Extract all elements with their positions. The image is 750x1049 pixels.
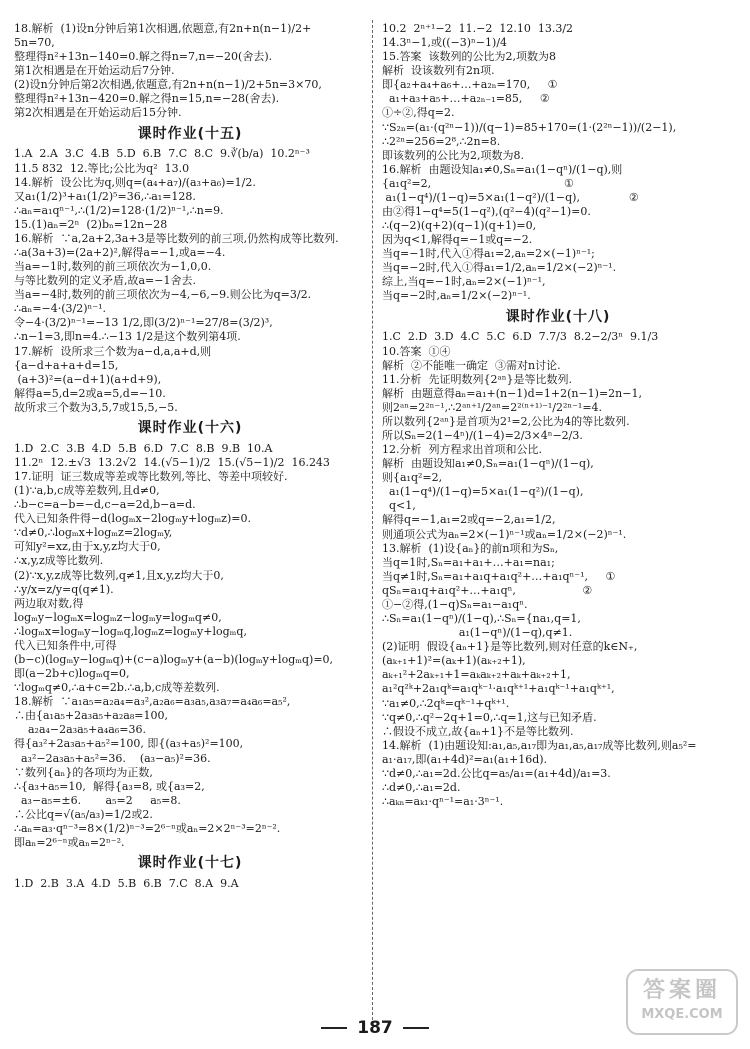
answer-line: ∵logₘq≠0,∴a+c=2b.∴a,b,c成等差数列. <box>14 681 220 695</box>
section-heading: 课时作业(十八) <box>505 308 611 325</box>
answer-line: 当q=−2时,aₙ=1/2×(−2)ⁿ⁻¹. <box>382 289 531 303</box>
answer-line: 14.解析 (1)由题设知:a₁,a₅,a₁₇即为a₁,a₅,a₁₇成等比数列,则a₅²= <box>382 738 697 752</box>
answer-line: 故所求三个数为3,5,7或15,5,−5. <box>14 400 178 414</box>
answer-line: ∴aₙ=−4·(3/2)ⁿ⁻¹. <box>14 302 107 316</box>
answer-line: 15.答案 该数列的公比为2,项数为8 <box>382 50 556 64</box>
answer-line: 10.答案 ①④ <box>382 344 451 358</box>
answer-line: ∵S₂ₙ=(a₁·(q²ⁿ−1))/(q−1)=85+170=(1·(2²ⁿ−1))/(2−1), <box>382 120 677 134</box>
answer-line: 13.解析 (1)设{aₙ}的前n项和为Sₙ, <box>382 541 559 555</box>
answer-line: 即aₙ=2⁶⁻ⁿ或aₙ=2ⁿ⁻². <box>14 836 125 850</box>
answer-line: ∴{a₃+a₅=10, 解得{a₃=8, 或{a₃=2, <box>14 779 205 793</box>
answer-line: a₁(1−q⁴)/(1−q)=5×a₁(1−q²)/(1−q), <box>382 485 584 499</box>
answer-line: 当q=1时,Sₙ=a₁+a₁+…+a₁=na₁; <box>382 555 555 569</box>
answer-line: 又a₁(1/2)³+a₁(1/2)⁵=36,∴a₁=128. <box>14 189 196 203</box>
answer-line: 当a=−4时,数列的前三项依次为−4,−6,−9.则公比为q=3/2. <box>14 288 312 302</box>
answer-line: 14.3ⁿ−1,或((−3)ⁿ−1)/4 <box>382 36 508 50</box>
answer-line: 10.2 2ⁿ⁺¹−2 11.−2 12.10 13.3/2 <box>382 22 574 35</box>
answer-line: 11.5 832 12.等比;公比为q² 13.0 <box>14 161 190 175</box>
answer-line: {a−d+a+a+d=15, <box>14 358 119 372</box>
answer-line: (2)证明 假设{aₙ+1}是等比数列,则对任意的k∈N₊, <box>382 640 638 654</box>
left-column <box>14 22 366 891</box>
answer-line: ∴(q−2)(q+2)(q−1)(q+1)=0, <box>382 219 537 233</box>
answer-line: 14.解析 设公比为q,则q=(a₄+a₇)/(a₃+a₆)=1/2. <box>14 175 256 189</box>
answer-line: 可知y²=xz,由于x,y,z均大于0, <box>14 540 161 554</box>
answer-line: 解析 ②不能唯一确定 ③需对n讨论. <box>382 358 561 372</box>
answer-line: 当a=−1时,数列的前三项依次为−1,0,0. <box>14 260 212 274</box>
answer-line: 则{a₁q²=2, <box>382 471 443 485</box>
answer-line: 18.解析 (1)设n分钟后第1次相遇,依题意,有2n+n(n−1)/2+ <box>14 22 312 35</box>
answer-line: (a+3)²=(a−d+1)(a+d+9), <box>14 372 162 386</box>
answer-line: q<1, <box>382 499 416 513</box>
answer-line: 1.A 2.A 3.C 4.B 5.D 6.B 7.C 8.C 9.∛(b/a) 10.2ⁿ⁻³ <box>14 147 310 161</box>
answer-line: {a₁q²=2, ① <box>382 176 574 190</box>
answer-line: 解析 由题设知a₁≠0,Sₙ=a₁(1−qⁿ)/(1−q), <box>382 457 594 471</box>
answer-line: ∴2²ⁿ=256=2⁸,∴2n=8. <box>382 134 501 148</box>
answer-line: 即该数列的公比为2,项数为8. <box>382 148 524 162</box>
answer-line: 16.解析 ∵a,2a+2,3a+3是等比数列的前三项,仍然构成等比数列. <box>14 231 339 245</box>
watermark-text-top: 答案圈 <box>642 978 721 1003</box>
answer-line: 第2次相遇是在开始运动后15分钟. <box>14 106 182 120</box>
answer-line: ∴Sₙ=a₁(1−qⁿ)/(1−q),∴Sₙ={na₁,q=1, <box>382 612 581 626</box>
answer-line: 解得q=−1,a₁=2或q=−2,a₁=1/2, <box>382 513 556 527</box>
answer-line: ∴n−1=3,即n=4.∴−13 1/2是这个数列第4项. <box>14 330 241 344</box>
answer-line: 两边取对数,得 <box>14 596 84 610</box>
answer-line: 所以数列{2ᵃⁿ}是首项为2¹=2,公比为4的等比数列. <box>382 414 630 428</box>
answer-line: 17.解析 设所求三个数为a−d,a,a+d,则 <box>14 344 212 358</box>
answer-line: a₁(1−qⁿ)/(1−q),q≠1. <box>382 626 573 640</box>
footer-rule-left <box>321 1027 347 1029</box>
answer-line: ∴假设不成立,故{aₙ+1}不是等比数列. <box>382 724 574 738</box>
answer-line: a₃−a₅=±6. a₅=2 a₅=8. <box>14 793 181 807</box>
answer-line: 得{a₃²+2a₃a₅+a₅²=100, 即{(a₃+a₅)²=100, <box>14 737 244 751</box>
answer-line: 当q=−2时,代入①得a₁=1/2,aₙ=1/2×(−2)ⁿ⁻¹. <box>382 261 617 275</box>
answer-line: 与等比数列的定义矛盾,故a=−1舍去. <box>14 274 196 288</box>
answer-line: qSₙ=a₁q+a₁q²+…+a₁qⁿ, ② <box>382 583 593 597</box>
answer-line: (2)∵x,y,z成等比数列,q≠1,且x,y,z均大于0, <box>14 568 224 582</box>
answer-line: 整理得n²+13n−140=0.解之得n=7,n=−20(舍去). <box>14 50 273 64</box>
answer-line: a₁(1−q⁴)/(1−q)=5×a₁(1−q²)/(1−q), ② <box>382 190 639 204</box>
answer-line: ∴由{a₁a₅+2a₃a₅+a₂a₈=100, <box>14 709 168 723</box>
answer-line: 当q≠1时,Sₙ=a₁+a₁q+a₁q²+…+a₁qⁿ⁻¹, ① <box>382 569 616 583</box>
answer-line: 1.D 2.B 3.A 4.D 5.B 6.B 7.C 8.A 9.A <box>14 877 239 891</box>
answer-line: a₁+a₃+a₅+…+a₂ₙ₋₁=85, ② <box>382 92 550 106</box>
answer-line: 18.解析 ∵a₁a₅=a₂a₄=a₃²,a₂a₆=a₃a₅,a₃a₇=a₄a₆=a₅², <box>14 695 291 709</box>
answer-line: ∴y/x=z/y=q(q≠1). <box>14 582 114 596</box>
answer-line: 第1次相遇是在开始运动后7分钟. <box>14 64 175 78</box>
watermark-logo <box>626 969 738 1035</box>
answer-line: ∴公比q=√(a₅/a₃)=1/2或2. <box>14 807 153 821</box>
answer-line: ∵数列{aₙ}的各项均为正数, <box>14 765 153 779</box>
answer-line: 整理得n²+13n−420=0.解之得n=15,n=−28(舍去). <box>14 92 280 106</box>
answer-line: 16.解析 由题设知a₁≠0,Sₙ=a₁(1−qⁿ)/(1−q),则 <box>382 162 623 176</box>
answer-line: 代入已知条件得−d(logₘx−2logₘy+logₘz)=0. <box>14 512 251 526</box>
section-heading: 课时作业(十七) <box>137 855 243 872</box>
answer-line: 11.分析 先证明数列{2ᵃⁿ}是等比数列. <box>382 372 572 386</box>
footer-rule-right <box>403 1027 429 1029</box>
answer-line: 解析 由题意得aₙ=a₁+(n−1)d=1+2(n−1)=2n−1, <box>382 386 642 400</box>
answer-line: 5n=70, <box>14 36 55 50</box>
section-heading: 课时作业(十五) <box>137 125 243 142</box>
answer-line: ①−②得,(1−q)Sₙ=a₁−a₁qⁿ. <box>382 597 528 611</box>
answer-line: 当q=−1时,代入①得a₁=2,aₙ=2×(−1)ⁿ⁻¹; <box>382 247 595 261</box>
answer-line: a₁·a₁₇,即(a₁+4d)²=a₁(a₁+16d). <box>382 752 548 766</box>
answer-line: 由②得1−q⁴=5(1−q²),(q²−4)(q²−1)=0. <box>382 205 591 219</box>
answer-line: (b−c)(logₘy−logₘq)+(c−a)logₘy+(a−b)(logₘy+logₘq)=0, <box>14 653 334 667</box>
answer-line: ∴b−c=a−b=−d,c−a=2d,b−a=d. <box>14 498 196 512</box>
answer-line: 因为q<1,解得q=−1或q=−2. <box>382 233 533 247</box>
right-column <box>382 22 734 809</box>
answer-line: ∴a(3a+3)=(2a+2)²,解得a=−1,或a=−4. <box>14 246 226 259</box>
answer-line: ①÷②,得q=2. <box>382 106 455 120</box>
answer-line: ∴d≠0,∴a₁=2d. <box>382 780 461 794</box>
answer-line: (2)设n分钟后第2次相遇,依题意,有2n+n(n−1)/2+5n=3×70, <box>14 78 322 92</box>
answer-line: 即{a₂+a₄+a₆+…+a₂ₙ=170, ① <box>382 78 558 92</box>
answer-line: ∴aₙ=a₃·qⁿ⁻³=8×(1/2)ⁿ⁻³=2⁶⁻ⁿ或aₙ=2×2ⁿ⁻³=2ⁿ⁻². <box>14 821 281 835</box>
answer-line: ∵d≠0,∴logₘx+logₘz=2logₘy, <box>14 526 173 540</box>
section-heading: 课时作业(十六) <box>137 419 243 436</box>
answer-line: 所以Sₙ=2(1−4ⁿ)/(1−4)=2/3×4ⁿ−2/3. <box>382 429 583 443</box>
answer-line: a₁²q²ᵏ+2a₁qᵏ=a₁qᵏ⁻¹·a₁qᵏ⁺¹+a₁qᵏ⁻¹+a₁qᵏ⁺¹, <box>382 682 615 696</box>
answer-line: ∴aₖₙ=aₖ₁·qⁿ⁻¹=a₁·3ⁿ⁻¹. <box>382 795 504 809</box>
answer-line: ∵q≠0,∴q²−2q+1=0,∴q=1,这与已知矛盾. <box>382 710 597 724</box>
answer-line: (1)∵a,b,c成等差数列,且d≠0, <box>14 484 160 498</box>
answer-line: 令−4·(3/2)ⁿ⁻¹=−13 1/2,即(3/2)ⁿ⁻¹=27/8=(3/2)³, <box>14 316 273 330</box>
watermark-text-bottom: MXQE.COM <box>641 1007 723 1023</box>
answer-line: 12.分析 列方程求出首项和公比. <box>382 443 542 457</box>
answer-line: 解析 设该数列有2n项. <box>382 64 495 78</box>
answer-line: 15.(1)aₙ=2ⁿ (2)bₙ=12n−28 <box>14 217 168 231</box>
answer-line: ∴logₘx=logₘy−logₘq,logₘz=logₘy+logₘq, <box>14 624 247 638</box>
answer-line: 11.2ⁿ 12.±√3 13.2√2 14.(√5−1)/2 15.(√5−1)/2 16.243 <box>14 455 330 469</box>
answer-line: ∵d≠0,∴a₁=2d.公比q=a₅/a₁=(a₁+4d)/a₁=3. <box>382 766 611 780</box>
answer-line: ∴aₙ=a₁qⁿ⁻¹,∴(1/2)=128·(1/2)ⁿ⁻¹,∴n=9. <box>14 203 224 217</box>
answer-line: a₂a₄−2a₃a₅+a₄a₆=36. <box>14 723 146 737</box>
answer-line: 1.D 2.C 3.B 4.D 5.B 6.D 7.C 8.B 9.B 10.A <box>14 441 273 455</box>
answer-line: logₘy−logₘx=logₘz−logₘy=logₘq≠0, <box>14 610 222 624</box>
answer-line: 则2ᵃⁿ=2²ⁿ⁻¹,∴2ᵃⁿ⁺¹/2ᵃⁿ=2²⁽ⁿ⁺¹⁾⁻¹/2²ⁿ⁻¹=4. <box>382 400 603 414</box>
answer-line: a₃²−2a₃a₅+a₅²=36. (a₃−a₅)²=36. <box>14 751 211 765</box>
answer-line: ∵a₁≠0,∴2qᵏ=qᵏ⁻¹+qᵏ⁺¹. <box>382 696 510 710</box>
answer-line: ∴x,y,z成等比数列. <box>14 554 104 568</box>
answer-line: 解得a=5,d=2或a=5,d=−10. <box>14 386 166 400</box>
answer-line: 17.证明 证三数成等差或等比数列,等比、等差中项较好. <box>14 470 288 483</box>
page-number: 187 <box>357 1018 393 1038</box>
answer-line: 代入已知条件中,可得 <box>14 638 117 652</box>
answer-line: 即(a−2b+c)logₘq=0, <box>14 667 130 681</box>
answer-line: aₖ₊₁²+2aₖ₊₁+1=aₖaₖ₊₂+aₖ+aₖ₊₂+1, <box>382 668 571 682</box>
answer-line: 综上,当q=−1时,aₙ=2×(−1)ⁿ⁻¹, <box>382 275 546 289</box>
answer-line: (aₖ₊₁+1)²=(aₖ+1)(aₖ₊₂+1), <box>382 654 526 668</box>
column-divider <box>372 20 373 1020</box>
answer-line: 1.C 2.D 3.D 4.C 5.C 6.D 7.7/3 8.2−2/3ⁿ 9.1/3 <box>382 330 659 344</box>
answer-line: 则通项公式为aₙ=2×(−1)ⁿ⁻¹或aₙ=1/2×(−2)ⁿ⁻¹. <box>382 527 627 541</box>
